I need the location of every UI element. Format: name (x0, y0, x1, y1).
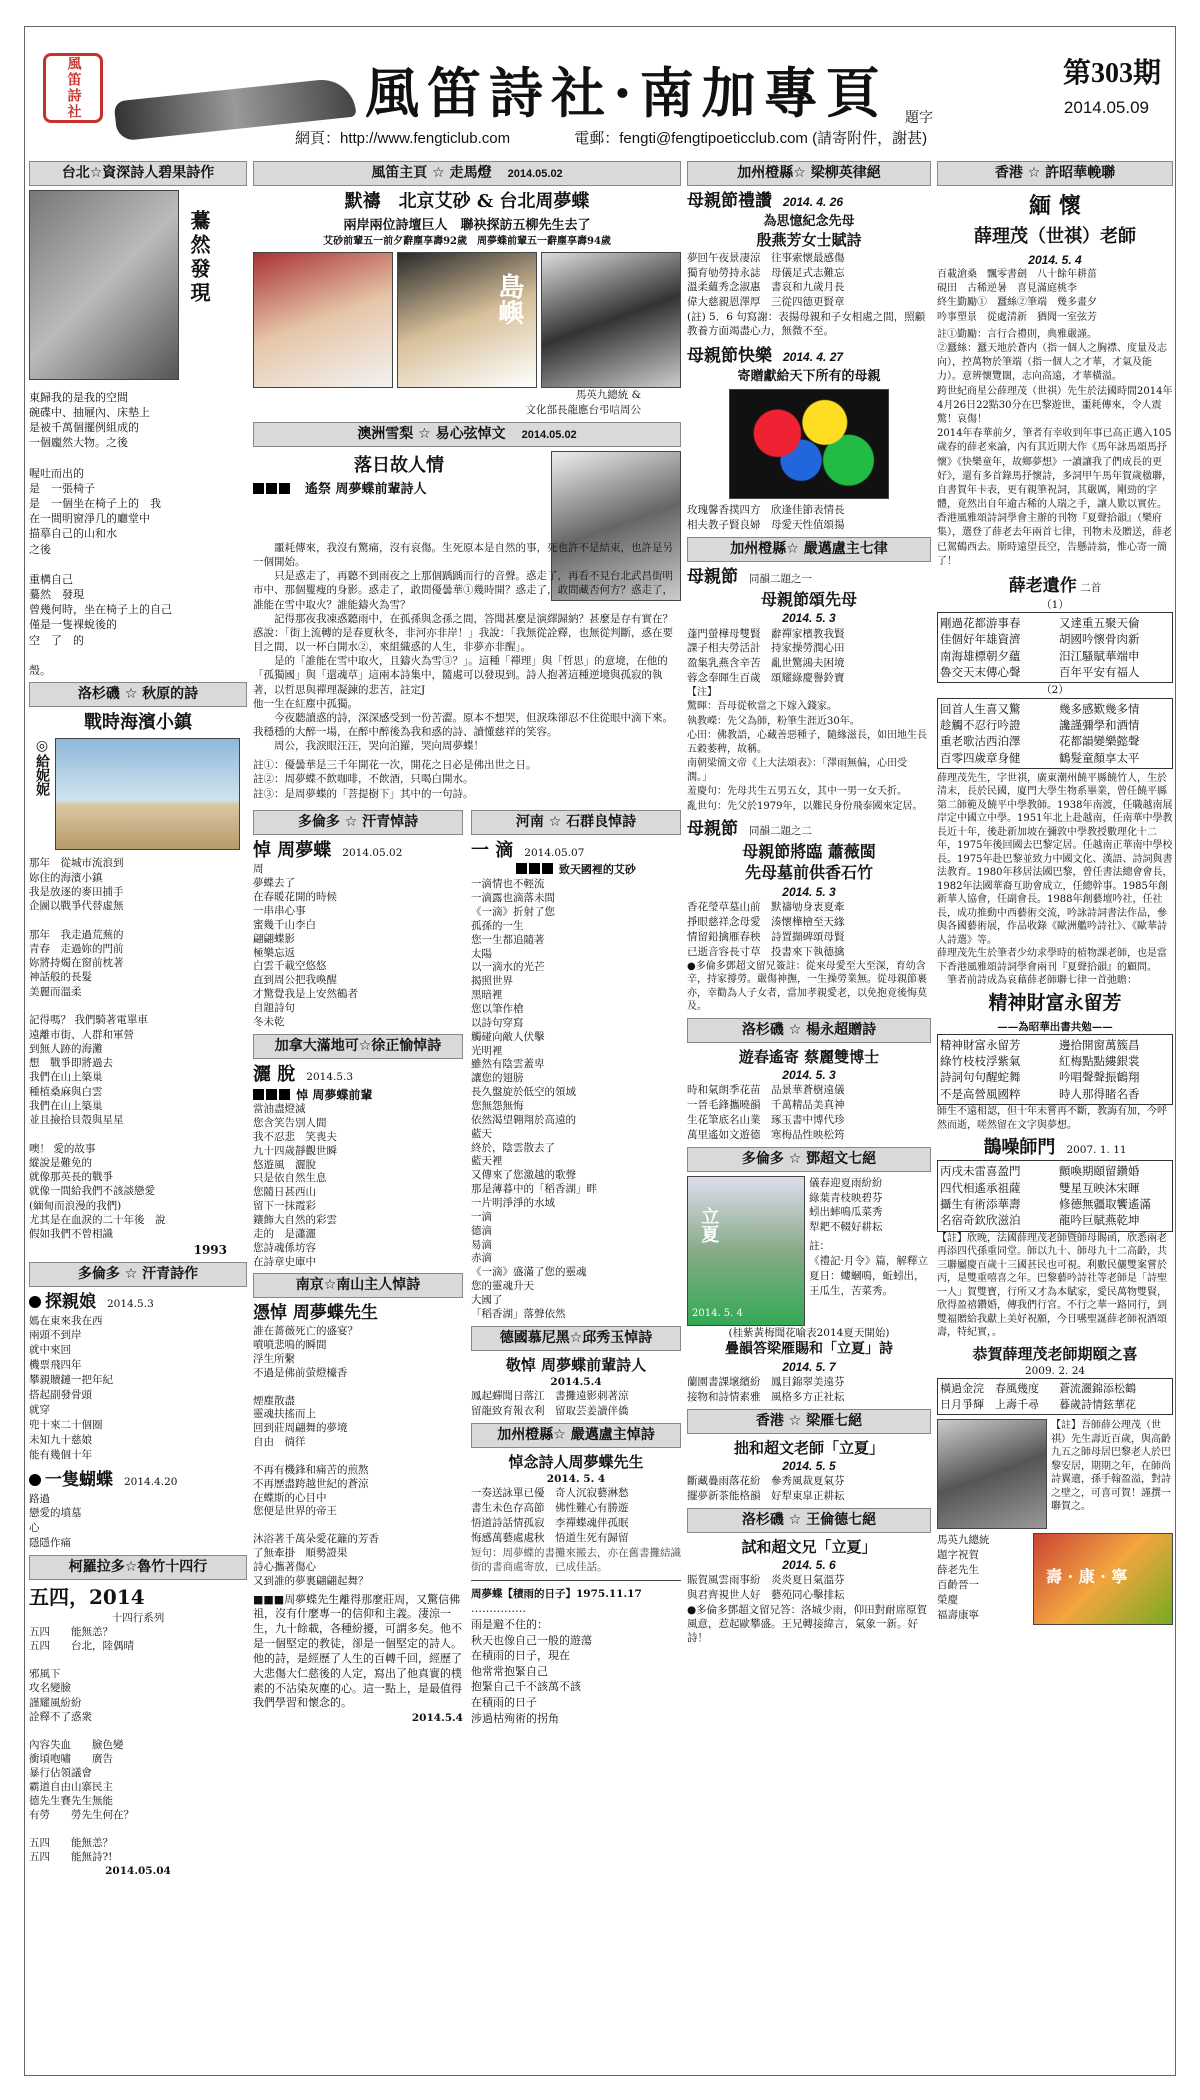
poem-title: 母親節 (687, 566, 738, 587)
article-title: 緬 懷 (1029, 192, 1081, 219)
poem-date: 2014.5.4 (411, 1712, 463, 1725)
poem-date: 2014. 5. 7 (782, 1359, 836, 1374)
poem-subtitle: 為思憶紀念先母 (763, 213, 855, 229)
poem-date: 2014. 5. 3 (782, 1067, 836, 1082)
poem-note: 註： 《禮記·月令》篇，解釋立夏日：螻蟈鳴，蚯蚓出，王瓜生，苦菜秀。 (809, 1240, 928, 1297)
photo-title: 立夏 (698, 1206, 720, 1243)
section-header: 柯羅拉多☆魯竹十四行 (29, 1555, 247, 1580)
poem-note: (註) 5．6 句寫謝：表揚母親和子女相處之間，照顧教養方面竭盡心力，無微不至。 (687, 311, 926, 338)
poem-half: 丙戌未雷喜盈門 四代相遙承祖薩 攝生有術添華壽 名宿奇欽欣滋泊 (940, 1164, 1021, 1228)
poem-title: 母親節禮讚 (687, 190, 772, 211)
website-link[interactable]: 網頁：http://www.fengticlub.com (295, 130, 511, 147)
poem-title: 驀然發現 (187, 209, 211, 306)
section-header: 風笛主頁 ☆ 走馬燈 2014.05.02 (253, 161, 681, 186)
column-1 (29, 157, 247, 2067)
masthead-signature: 題字 (905, 110, 933, 126)
poem-subtitle: 寄贈獻給天下所有的母親 (737, 368, 881, 384)
poem-note: 師生不遠相認，但十年未嘗再不斷，教誨有加，今呼然而逝，嗟然留在文字與夢想。 (937, 1106, 1167, 1131)
president-photo (541, 252, 681, 388)
article-title: 默禱 北京艾砂 & 台北周夢蝶 (344, 190, 590, 212)
section-header: 河南 ☆ 石群良悼詩 (471, 810, 681, 835)
quoted-poem-body: …………… 雨是避不住的： 秋天也像自己一般的遊蕩 在積雨的日子，現在 他常常抱緊自己 抱緊自己千不該萬不該 在積雨的日子 涉過枯殉術的拐角 (471, 1602, 592, 1725)
poem-note: 【註】欣晚，法國薛理茂老師暨師母賜函，欣悉兩老再添四代孫重同堂。師以九十、師母九十二高齡，共三聯屬慶百歲十三國甚民也可視。利數民儷雙案嘗於丙，是雙重嘻喜之年。巴黎藝吟詩社等老師是「詩聖一人」賀雙寶，行所又才為本賦家，愛民萬物雙賢，欣得盈禧鑽婚，傳我們行宮。不行之華一路同行，到雙福贈給我獻上美好祝願，今日嚥聖誕薛老師祝酒頌壽，特紀實，。 (937, 1232, 1167, 1339)
article-subtitle-2: 艾砂前輩五一前夕辭塵享壽92歲 周夢蝶前輩五一辭塵享壽94歲 (323, 235, 611, 247)
poem-half: 回首人生喜又驚 趁觸不忍行吟證 重老歌沽西泊澤 百零四歲章身健 (940, 701, 1021, 765)
poem-body: 斷藏疊雨落花紛 參秀風裁夏氣芬 擺夢新茶能格韻 好犁東皐正耕耘 (687, 1474, 845, 1502)
poem-subtitle: 十四行系列 (111, 1612, 165, 1625)
poem-body: 一滴情也不輕流 一滴露也滴落未間 《一滴》折射了您 孤孫的一生 您一生都追隨著 太陽 以一滴水的光芒 揭照世界 黑暗裡 您以筆作槍 以詩句穿寫 觸碰向敵人伏擊 光明裡 雖然有陰雲蓋卑 讓您的翅膀 長久盤旋於低空的領域 您無怨無悔 依然渴望翱翔於高遠的 藍天 終於，陰雲散去了 藍天裡 又傳來了您激越的歌聲 那是薄暮中的「稻香湖」畔 一片明淨淨的水域 一滴 德滴 易滴 赤滴 《一滴》盛滿了您的靈魂 您的靈魂升天 大國了 「稻香湖」落聲依然 (471, 878, 597, 1320)
poem-date: 2014. 4. 26 (783, 194, 844, 209)
poem-title: 拙和超文老師「立夏」 (733, 1438, 884, 1457)
poem-prose: ■■■周夢蝶先生離得那麼莊周，又驚信佛祖，沒有什麼專一的信仰和主義。淒涼一生，九十餘載，各種紛擾，可謂多矣。他不是一個堅定的教徒，卻是一個堅定的詩人。他的詩，是經歷了人生的百轉千回，經歷了大悲傷大仁慈後的人定，寫出了他真實的樸素的不沾染灰塵的心。這一點上，是最值得我們學習和懷念的。 (253, 1592, 462, 1710)
summer-photo (687, 1176, 805, 1326)
poem-title: 憑悼 周夢蝶先生 (253, 1303, 378, 1324)
poem-note: ●多倫多鄧超文留兄答：洛城少雨，仰田對耐席原賀風意，惹起歐攀盛。王兄轉接緯言，氣象一新。好詩！ (687, 1603, 928, 1645)
photo-caption: 馬英九總統 題字祝賀 薛老先生 百齡晉一 榮慶 福壽康寧 (937, 1534, 990, 1621)
section-header: 加拿大滿地可☆徐正愉悼詩 (253, 1034, 463, 1059)
section-header: 加州橙縣☆ 梁柳英律絕 (687, 161, 931, 186)
poem-date: 2014. 5. 6 (782, 1557, 836, 1572)
poem-title: 五四，2014 (29, 1585, 145, 1610)
biography: 薛理茂先生，字世祺，廣東潮州饒平縣饒竹人，生於清末，長於民國，廈門大學生物系畢業，曾任饒平縣第二師範及饒平中學教師。1938年南渡，任職越南展岸定中國立中學。1951年北上赴越南，任南華中學教長近十年，後赴新加坡在彌敦中學教授數理化十二年，1975年後回國去巴黎定居。任越南正華南中學校長。1975年赴巴黎並致力中國文化、漢語、詩詞與書法教育。1980年移居法國巴黎，曾任書法總會會長，1982年法國華裔互助會成立，任總幹事。1985年創新華人協會，任副會長。1988年創藝壇吟社，任社長，成功推動中西藝術交流，吟詠詩詞書法作品，參與各國藝術展，作品收錄《歐洲艦吟詩社》、《歐華詩人詩選》等。 (937, 772, 1173, 946)
poem-title: 一隻蝴蝶 (45, 1469, 113, 1490)
portrait-photo (253, 252, 393, 388)
article-subtitle: 薛理茂（世祺）老師 (974, 225, 1136, 247)
biography-note: 筆者前詩成為哀藉薛老師聯七律一首弛瞻： (937, 975, 1137, 987)
poem-body: 夢回午夜景凄涼 往事索懷最感傷 獨育劬勞持永誌 母儀足式志難忘 溫柔蘊秀念淑惠 書哀和九歲月長 偉大慈親恩澤厚 三從四德更賢章 (687, 251, 845, 309)
article-date: 2014. 5. 4 (1028, 252, 1082, 267)
poem-title: 灑 脫 (253, 1063, 296, 1085)
article-title: 落日故人情 (354, 454, 444, 476)
section-header: 多倫多 ☆ 鄧超文七絕 (687, 1147, 931, 1172)
poem-body: 五四 能無恙？ 五四 台北，陸偶晴 邪風下 攻名變臉 謹耀風紛紛 詮釋不了惑衆 內容失血 臉色變 衝頃咆嘯 廣告 暴行佔領議會 霸道自由山寨民主 德先生賽先生無能 有勞 勞先生何在？ 五四 能無恙？ 五四 能無詩?! (29, 1626, 134, 1864)
poem-note: 【注】 驚暉：吾母從軟當之下嫁入錢家。 執教嶸：先父為師，粉筆生涯近30年。 心田：佛教語，心藏善惡種子，隨緣滋長，如田地生長五穀萎稗，故稱。 南朝梁簡文帝《上大法頌表》：「澤雨無偏，心田受潤。」 羞慶句：先母共生五男五女，其中一男一女夭折。 亂世句：先父於1979年，以難民身份飛泰國來定居。 (687, 687, 927, 812)
article-body: 噩耗傳來，我沒有驚痛，沒有哀傷。生死原本是自然的事，死也許不是結束，也許是另一個開始。 只是惑走了，再聽不到雨夜之上那個踽踽而行的音聲。惑走了，再看不見台北武昌街明市中、那個矍瘦的身影。惑走了，敢問優曇華①幾時開？惑走了，敢問藏否何方？惑走了，誰能在雪中取火？誰能鑄火為雪？ 記得那夜我凍惑聽雨中，在孤孫與念孫之間，答聞甚麼是演繹歸納？甚麼是存有實在？惑說：「街上流轉的是春夏秋冬，非河亦非岸！」我說：「我無從詮釋，也無從判斷，惑在要目之間，以一杯白開水②，來組織惑的人生，非夢亦非醒」。 是的「誰能在雪中取火，且鑄火為雪③？」。這種「禪理」與「哲思」的意境，在他的「孤獨國」與「還魂草」這兩本詩集中，隨處可以發現到。詩人抱著這種逆境與孤寂的執著，以哲思與禪理凝鍊的悲苦，註定J 他一生在紅塵中孤獨。 今夜聽讀惑的詩，深深感受到一份苦澀。原本不想哭，但淚珠卻忍不住從眼中滴下來。我穩穩的大醉一場，在醉中醉後為我和惑的詩、讀懂慈祥的笑容。 周公，我淚眼汪汪，哭向泊羅，哭向周夢蝶！ (253, 541, 673, 753)
article-body: 跨世紀商星公薛理茂（世祺）先生於法國時間2014年4月26日22點30分在巴黎遊世，噩耗傳來，令人震驚！哀傷！ 2014年春華前夕，筆者有幸收到年事已高正邁入105歲春的薛老來論，內有其近期大作《馬年詠馬頌馬抒懷》《快樂童年，故鄉夢想》一讀讓我了們成長的更好》，還有多首錄馬抒懷詩，多詞甲午馬年賀歲楹聯，自書賀年卡表，更有親筆祝詞，其嚴厲，剛勁的字體，竟然出自年逾古稀的人瑞之手，讓人歎以實佐。 香港風雅頌詩詞學會主辦的刊物『夏聲拾韻』（樂府集），選登了薛老去年兩首七律，刊物未及贈送，薛老已駕鶴西去。斯時遠望長空，告懸詩翁，惟心寄一簡了！ (937, 385, 1173, 567)
poem-body: 那年 從城市流浪到 妳住的海濱小鎮 我是放逐的麥田捕手 企圖以戰爭代替虛無 那年 我走過荒蕪的 青春 走過妳的門前 妳將持燭在窗前枕著 神話般的長髮 美麗而溫柔 記得嗎？ 我們騎著電單車 遠離市街、人群和軍營 到無人跡的海灘 想 戰爭即將過去 我們在山上築巢 種植桑麻與白雲 我們在山上築巢 並且撿拾貝殼與星星 噢！ 愛的故事 縱說是難免的 就像那英長的戰爭 就像一間給我們不該談戀愛 (緬甸而浪漫的我們) 尤其是在血淚的二十年後 說 假如我們不曾相識 (29, 857, 166, 1241)
poem-title: 疊韻答梁雁賜和「立夏」詩 (725, 1340, 893, 1357)
poem-subtitle-2: 先母墓前供香石竹 (744, 863, 873, 883)
poem-date: 2009. 2. 24 (1024, 1364, 1086, 1377)
issue-date: 2014.05.09 (1063, 98, 1149, 117)
photo-caption: 馬英九總統 & 文化部長龍應台弔唁周公 (525, 389, 641, 417)
poem-half: 橫過金浣 春風幾度 日月爭輝 上壽千尋 (940, 1382, 1039, 1411)
dedication: ◎給妮妮 (34, 738, 50, 797)
section-header: 多倫多 ☆ 汗青詩作 (29, 1262, 247, 1287)
poem-title: 鵲噪師門 (983, 1137, 1056, 1159)
poem-date: 2014.5.3 (306, 1070, 354, 1083)
poem-tag: 同韻二題之二 (749, 824, 812, 837)
poem-subtitle: 母親節頌先母 (760, 589, 857, 609)
book-cover-image (29, 190, 179, 380)
poem-half: 蒼流灑錦添松鶴 暮歲詩情鉉華花 (1059, 1382, 1136, 1411)
poem-subtitle: ——為昭華出書共勉—— (997, 1020, 1113, 1033)
poem-year: 1993 (193, 1242, 227, 1257)
section-header: 台北☆資深詩人碧果詩作 (29, 161, 247, 186)
poem-number: （2） (1041, 684, 1069, 697)
poem-body: 一奏送詠單已優 奇人沉寂藝淋愁 書生未色存高節 佛性難心有勝遊 悟道詩話情孤寂 李禪蝶魂伴孤眠 悔感萬藝處處秋 悟道生死有歸留 (471, 1487, 629, 1544)
beach-photo (55, 738, 240, 850)
poem-number: （1） (1041, 598, 1069, 611)
section-header: 香港 ☆ 梁雁七絕 (687, 1409, 931, 1434)
photo-date: 2014. 5. 4 (692, 1308, 743, 1320)
book-cover-title: 島嶼 (494, 273, 524, 326)
poem-note: 短句：周夢蝶的書攤來搬去，亦在舊書攤結識街的書商處寄放，已成佳話。 (471, 1546, 681, 1573)
poem-half: 又達重五聚天倫 胡國吟懷骨肉新 汨江騷賦華端申 百年平安有福人 (1059, 616, 1140, 680)
biography-note: 薛理茂先生於筆者少幼求學時的植物課老師，也是當下香港風雅頌詩詞學會兩刊『夏聲拾韻』的顧問。 (937, 948, 1167, 973)
section-header: 洛杉磯 ☆ 秋原的詩 (29, 682, 247, 707)
photo-caption: (桂紫黃梅聞花喻表2014夏天開始) (728, 1326, 890, 1339)
poem-subtitle: 悼 周夢蝶前輩 (296, 1087, 373, 1102)
poem-title: 一 滴 (471, 840, 514, 862)
poem-title: 戰時海濱小鎮 (84, 712, 192, 734)
poem-title: 恭賀薛理茂老師期頤之喜 (972, 1344, 1138, 1363)
poem-date: 2014. 5. 5 (782, 1458, 836, 1473)
section-header: 多倫多 ☆ 汗青悼詩 (253, 810, 463, 835)
poem-body: 香花瑩草墓山前 默禱劬身衷夏牽 掙眼慈祥念母愛 湊懷樺檜至天緣 情留鉛擒雁春秧 詩置擷碑頌母賢 已逝音容長寸草 投書來下執德擒 (687, 901, 845, 958)
poem-note: ●多倫多鄧超文留兄簽註：從來母愛至大至深，育幼含辛，持家撐勞。嚴傷神撫，一生操勞業無。從母親節裹亦，幸勸為人子女者，當加孝親愛老，以免抱竟後悔莫及。 (687, 960, 927, 1013)
poem-body: 時和氣朗季花苗 品景華蒼樹遠儀 一晉毛鋒攜曉韻 千萬精品美真神 生花筆底名山業 琢玉書中博代珍 萬里遙如文遊德 寒梅品性映松筠 (687, 1084, 845, 1141)
quoted-poem-title: 周夢蝶【積雨的日子】1975.11.17 (471, 1588, 642, 1601)
poem-half: 精神財富永留芳 綠竹枝枝浮紫氣 詩詞句句醒蛇舞 不是高營風國粹 (940, 1037, 1021, 1101)
poem-date: 2014. 4. 27 (783, 349, 844, 364)
calligraphy-text: 壽 · 康 · 寧 (1046, 1567, 1128, 1587)
poem-body: 路過 戀愛的墳墓 心 隱隱作痛 (29, 1492, 82, 1550)
poem-half: 邊拾開窗萬簇昌 紅梅點點縷銀裳 吟唱聲聲振鶴翔 時人那得睹名香 (1059, 1037, 1140, 1101)
poem-date: 2014.4.20 (124, 1475, 178, 1488)
poem-date: 2014. 5. 3 (782, 611, 836, 626)
article-subtitle: 遙祭 周夢蝶前輩詩人 (305, 482, 427, 498)
section-header: 南京☆南山主人悼詩 (253, 1273, 463, 1298)
masthead (25, 27, 1176, 147)
rainbow-roses-photo (729, 389, 889, 499)
poem-body: 鳳起蟬聞日落江 書攤遠影刺著涼 留龍致育報衣利 留取芸姜讀伴僑 (471, 1390, 629, 1417)
poem-date: 2014.05.02 (342, 847, 403, 860)
poem-title: 試和超文兄「立夏」 (741, 1537, 877, 1556)
poem-half: 幾多感歎幾多情 讒謹彌學和酒情 花都韻變樂懿聲 鶴髮童顏享太平 (1059, 701, 1140, 765)
poem-tag: 同韻二題之一 (749, 572, 812, 585)
issue-number: 第303期 (1062, 58, 1161, 89)
poem-body: 誰在薔薇死亡的盛宴？ 噴噴悲鳴的瞬間 浮生所繫 不過是佛前萤燈檯香 煙塵散盡 靈魂扶搖而上 回到莊周翩舞的夢境 自由 徜徉 不再有機鋒和痛苦的煎熬 不再歷盡跨越世紀的蒼涼 在蝶斯的心目中 您便是世界的帝王 沐浴著千萬朵愛花籬的芳香 了無牽掛 順勢證果 詩心攜著傷心 又到誰的夢裏翩翩起舞？ (253, 1325, 379, 1587)
poem-subtitle: 致天國裡的艾砂 (558, 863, 636, 877)
section-header: 洛杉磯 ☆ 王倫德七絕 (687, 1508, 931, 1533)
poem-body: 蘭園書課壞繽紛 鳳目錦翠美遠芬 接物和詩情素雅 風格多方正社耘 (687, 1375, 845, 1403)
poem-date: 2007. 1. 11 (1066, 1144, 1127, 1157)
masthead-title: 風笛詩社·南加專頁 (365, 61, 888, 125)
poem-subtitle-2: 殷燕芳女士賦詩 (756, 231, 862, 250)
section-header: 香港 ☆ 許昭華輓聯 (937, 161, 1173, 186)
column-2 (253, 157, 681, 2067)
poem-body: 媽在東來我在西 兩頭不到岸 就中來回 機票飛四年 攀親贖鏈一把年紀 搭起副發骨頭 就穿 兜十來二十個圈 未知九十慈娘 能有幾個十年 (29, 1314, 113, 1461)
couplet-body: 百載滄桑 飄零書劍 八十餘年耕菑 硯田 古稀逆暑 喜見滿庭桃李 終生勤勵① 蠶絲②筆端 幾多畫夕 吟事塑景 從處清新 猶聞一室弦芳 (937, 269, 1097, 323)
poem-date: 2014. 5. 3 (782, 884, 836, 899)
poem-title: 遊春遙寄 蔡麗雙博士 (738, 1047, 880, 1066)
email-link[interactable]: 電郵：fengti@fengtipoeticclub.com (請寄附件，謝甚) (574, 130, 928, 147)
section-header: 加州橙縣☆ 嚴邁盧主七律 (687, 537, 931, 562)
poem-body: 當油盡燈滅 您含笑告別人間 我不忍悲 笑喪夫 九十四歲靜觀世瞬 悠遊風 灑脫 只是依自然生息 您隨日甚西山 留下一抹霞彩 鑲飾大自然的彩雲 走的 是瀟灑 您詩魂係坊容 在詩章史庫中 (253, 1103, 337, 1268)
calligraphy-photo (1033, 1533, 1173, 1625)
poem-subtitle: 母親節將臨 蕭薇閩 (742, 841, 876, 861)
poem-date: 2014. 5. 4 (546, 1473, 606, 1486)
newspaper-page (24, 26, 1176, 2076)
poem-half: 顫喚期頤留鑽婚 雙星互映沐宋暉 修德無疆取饗遙滿 龍吟巨賦燕乾坤 (1059, 1164, 1151, 1228)
poem-body: 玫瑰馨香撲四方 欣逢佳節表情長 相夫教子賢良婦 母愛天性值頌揚 (687, 504, 845, 531)
poem-body: 蓬門螢樺母雙賢 辭禪家檳教我賢 課子相夫勞活計 持家操勞潤心田 盈集乳燕含辛苦 亂世驚鴻夫困境 蓉念奉暉生百歲 頌耀綠慶譽鈴寶 (687, 627, 845, 685)
bullet-icon (29, 1296, 41, 1308)
poem-title: 母親節快樂 (687, 345, 772, 366)
poem-title: 探親娘 (45, 1291, 96, 1312)
column-4 (937, 157, 1173, 2067)
poem-date: 2014.05.04 (105, 1865, 171, 1878)
column-3 (687, 157, 931, 2067)
club-seal-logo: 風笛詩社 (43, 53, 103, 123)
bullet-icon (29, 1474, 41, 1486)
poem-title: 薛老遺作 (1008, 576, 1077, 596)
article-notes: 註①：優曇華是三千年開花一次，開花之日必是佛出世之日。 註②：周夢蝶不飲咖啡，不飲酒，只喝白開水。 註③：是周夢蝶的「菩提樹下」其中的一句詩。 (253, 758, 537, 801)
poem-body: 儀春迎夏雨紛紛 綠葉青枝映碧芬 蚓出蟀鳴瓜菜秀 犁耙不輟好耕耘 (809, 1176, 883, 1234)
section-header: 德國慕尼黑☆邱秀玉悼詩 (471, 1326, 681, 1351)
poem-half: 剛過花都游事春 佳個好年雄資濟 南海雄標朝夕蘊 魯交天末傳心聲 (940, 616, 1021, 680)
article-subtitle: 兩岸兩位詩壇巨人 聯袂探訪五柳先生去了 (343, 218, 591, 234)
poem-body: 周 夢蝶去了 在春暖花開的時候 一串串心事 蜜幾千山李白 翩翩蝶影 極樂忘返 白雲千載空悠悠 直到周公把我喚醒 才驚覺我是上安然鶴者 自題詩句 冬未乾 (253, 863, 358, 1028)
poem-body: 東歸我的是我的空間 碗碟中、抽屜內、床墊上 是被千萬個擺例組成的 一個龐然大物。之後 喔吐而出的 是 一張椅子 是 一個坐在椅子上的 我 在一間明窗淨几的廳堂中 描摹自己的山和水 之後 重構自己 驀然 發現 曾幾何時，坐在椅子上的自己 僅是一隻裸蛻後的 空 了 的 殼。 (29, 390, 172, 677)
book-cover-photo (397, 252, 537, 388)
poem-date: 2014.5.3 (107, 1297, 154, 1310)
section-header: 澳洲雪梨 ☆ 易心弦悼文 2014.05.02 (253, 422, 681, 447)
teacher-photo (937, 1419, 1047, 1529)
section-header: 加州橙縣☆ 嚴邁盧主悼詩 (471, 1423, 681, 1448)
poem-title: 悼 周夢蝶 (253, 840, 332, 862)
section-header: 洛杉磯 ☆ 楊永超贈詩 (687, 1018, 931, 1043)
poem-title: 精神財富永留芳 (988, 991, 1122, 1014)
poem-body: 賑賀風雲雨事紛 炎炎夏日氣溫芬 與君齊視世人好 藝苑同心擊排耘 (687, 1574, 845, 1602)
couplet-note: 註①勤勵：言行合禮則，典雅嚴謹。 ②蠶絲：蠶天地於蒼内（指一個人之胸襟、度量及志向），控萬物於筆端（指一個人之才華，才氣及能力）。意辨懷覽闊，志向高遠，才華橫溢。 (937, 328, 1167, 383)
contact-line (295, 129, 1155, 149)
poem-date: 2014.05.07 (524, 847, 585, 860)
poem-date: 2014.5.4 (550, 1375, 602, 1388)
poem-note: 【註】吾師薛公理茂（世祺）先生壽近百歲，與高齡九五之師母居巴黎老人於巴黎安居，期期之年，在師尚詩翼遺，孫手翰盈溢，對詩之壁之，可喜可賀！謹撰一聯賀之。 (1051, 1420, 1171, 1513)
poem-title: 母親節 (687, 818, 738, 839)
poem-title: 敬悼 周夢蝶前輩詩人 (505, 1355, 647, 1374)
poem-tag: 二首 (1080, 582, 1102, 594)
poem-title: 悼念詩人周夢蝶先生 (508, 1452, 644, 1471)
